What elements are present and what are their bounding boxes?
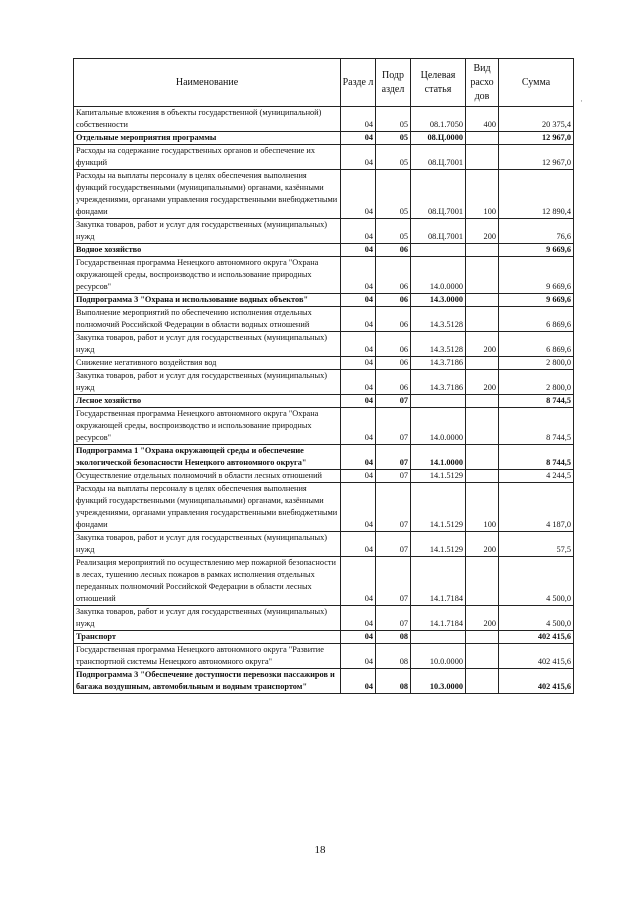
edge-mark: · xyxy=(580,96,583,106)
cell-target: 14.1.5129 xyxy=(411,470,466,483)
cell-target: 14.0.0000 xyxy=(411,408,466,445)
cell-vid: 200 xyxy=(466,332,499,357)
cell-sum: 402 415,6 xyxy=(499,631,574,644)
cell-target: 14.1.7184 xyxy=(411,557,466,606)
cell-vid: 200 xyxy=(466,370,499,395)
cell-name: Осуществление отдельных полномочий в области лесных отношений xyxy=(74,470,341,483)
cell-name: Государственная программа Ненецкого автономного округа "Развитие транспортной системы Ненецкого автономного округа" xyxy=(74,644,341,669)
cell-razdel: 04 xyxy=(341,470,376,483)
cell-vid: 200 xyxy=(466,606,499,631)
cell-sum: 20 375,4 xyxy=(499,107,574,132)
cell-name: Капитальные вложения в объекты государственной (муниципальной) собственности xyxy=(74,107,341,132)
cell-target: 10.0.0000 xyxy=(411,644,466,669)
table-row xyxy=(74,357,574,370)
cell-razdel: 04 xyxy=(341,557,376,606)
table-row xyxy=(74,445,574,470)
cell-razdel: 04 xyxy=(341,483,376,532)
cell-razdel: 04 xyxy=(341,408,376,445)
cell-razdel: 04 xyxy=(341,445,376,470)
cell-sum: 4 244,5 xyxy=(499,470,574,483)
cell-target: 14.1.5129 xyxy=(411,483,466,532)
cell-razdel: 04 xyxy=(341,145,376,170)
cell-target: 14.3.5128 xyxy=(411,307,466,332)
cell-name: Отдельные мероприятия программы xyxy=(74,132,341,145)
cell-name: Государственная программа Ненецкого автономного округа "Охрана окружающей среды, воспроизводство и использование природных ресурсов" xyxy=(74,257,341,294)
cell-razdel: 04 xyxy=(341,132,376,145)
cell-vid xyxy=(466,132,499,145)
cell-podrazdel: 05 xyxy=(376,132,411,145)
cell-vid xyxy=(466,470,499,483)
cell-name: Закупка товаров, работ и услуг для государственных (муниципальных) нужд xyxy=(74,532,341,557)
table-row xyxy=(74,132,574,145)
cell-name: Лесное хозяйство xyxy=(74,395,341,408)
cell-razdel: 04 xyxy=(341,170,376,219)
cell-target xyxy=(411,631,466,644)
cell-name: Государственная программа Ненецкого автономного округа "Охрана окружающей среды, воспроизводство и использование природных ресурсов" xyxy=(74,408,341,445)
cell-sum: 12 967,0 xyxy=(499,132,574,145)
table-row xyxy=(74,408,574,445)
cell-sum: 76,6 xyxy=(499,219,574,244)
table-row xyxy=(74,470,574,483)
cell-name: Расходы на содержание государственных органов и обеспечение их функций xyxy=(74,145,341,170)
table-row xyxy=(74,257,574,294)
cell-razdel: 04 xyxy=(341,219,376,244)
cell-target: 08.Ц.7001 xyxy=(411,145,466,170)
cell-sum: 9 669,6 xyxy=(499,257,574,294)
cell-podrazdel: 07 xyxy=(376,395,411,408)
table-row xyxy=(74,294,574,307)
cell-razdel: 04 xyxy=(341,669,376,694)
cell-name: Закупка товаров, работ и услуг для государственных (муниципальных) нужд xyxy=(74,219,341,244)
cell-vid xyxy=(466,557,499,606)
cell-razdel: 04 xyxy=(341,644,376,669)
cell-vid xyxy=(466,244,499,257)
cell-vid xyxy=(466,294,499,307)
cell-vid xyxy=(466,445,499,470)
cell-name: Подпрограмма 1 "Охрана окружающей среды и обеспечение экологической безопасности Ненецкого автономного округа" xyxy=(74,445,341,470)
cell-target: 08.Ц.7001 xyxy=(411,170,466,219)
cell-podrazdel: 07 xyxy=(376,445,411,470)
cell-podrazdel: 06 xyxy=(376,357,411,370)
cell-sum: 9 669,6 xyxy=(499,244,574,257)
budget-table xyxy=(73,58,574,694)
cell-sum: 6 869,6 xyxy=(499,332,574,357)
cell-podrazdel: 06 xyxy=(376,332,411,357)
table-row xyxy=(74,219,574,244)
cell-sum: 6 869,6 xyxy=(499,307,574,332)
cell-podrazdel: 06 xyxy=(376,294,411,307)
cell-target: 14.3.5128 xyxy=(411,332,466,357)
cell-vid: 400 xyxy=(466,107,499,132)
cell-podrazdel: 07 xyxy=(376,408,411,445)
cell-sum: 9 669,6 xyxy=(499,294,574,307)
cell-razdel: 04 xyxy=(341,357,376,370)
cell-sum: 12 890,4 xyxy=(499,170,574,219)
table-row xyxy=(74,631,574,644)
cell-name: Закупка товаров, работ и услуг для государственных (муниципальных) нужд xyxy=(74,332,341,357)
cell-podrazdel: 07 xyxy=(376,557,411,606)
cell-vid: 100 xyxy=(466,483,499,532)
cell-target: 14.3.0000 xyxy=(411,294,466,307)
header-name: Наименование xyxy=(74,59,341,107)
cell-name: Водное хозяйство xyxy=(74,244,341,257)
cell-name: Реализация мероприятий по осуществлению мер пожарной безопасности в лесах, тушению лесных пожаров в рамках исполнения отдельных переданных полномочий Российской Федерации в области лесных отношений xyxy=(74,557,341,606)
table-header-row xyxy=(74,59,574,107)
table-row xyxy=(74,107,574,132)
table-row xyxy=(74,170,574,219)
cell-razdel: 04 xyxy=(341,606,376,631)
cell-podrazdel: 07 xyxy=(376,606,411,631)
cell-target: 14.3.7186 xyxy=(411,370,466,395)
cell-target: 14.1.7184 xyxy=(411,606,466,631)
cell-target: 10.3.0000 xyxy=(411,669,466,694)
table-row xyxy=(74,483,574,532)
cell-vid xyxy=(466,357,499,370)
table-body xyxy=(74,107,574,694)
table-row xyxy=(74,557,574,606)
header-podrazdel: Подр аздел xyxy=(376,59,411,107)
cell-sum: 2 800,0 xyxy=(499,370,574,395)
cell-razdel: 04 xyxy=(341,395,376,408)
cell-target: 08.Ц.0000 xyxy=(411,132,466,145)
cell-podrazdel: 06 xyxy=(376,307,411,332)
cell-podrazdel: 06 xyxy=(376,244,411,257)
cell-target: 08.1.7050 xyxy=(411,107,466,132)
cell-razdel: 04 xyxy=(341,631,376,644)
cell-sum: 4 187,0 xyxy=(499,483,574,532)
cell-name: Закупка товаров, работ и услуг для государственных (муниципальных) нужд xyxy=(74,606,341,631)
page-number: 18 xyxy=(314,844,326,856)
table-row xyxy=(74,244,574,257)
cell-razdel: 04 xyxy=(341,532,376,557)
cell-vid xyxy=(466,395,499,408)
header-target: Целевая статья xyxy=(411,59,466,107)
cell-sum: 57,5 xyxy=(499,532,574,557)
table-row xyxy=(74,332,574,357)
table-row xyxy=(74,370,574,395)
table-row xyxy=(74,532,574,557)
cell-target xyxy=(411,395,466,408)
table-row xyxy=(74,606,574,631)
table-row xyxy=(74,395,574,408)
cell-target xyxy=(411,244,466,257)
cell-name: Закупка товаров, работ и услуг для государственных (муниципальных) нужд xyxy=(74,370,341,395)
cell-podrazdel: 07 xyxy=(376,483,411,532)
cell-name: Подпрограмма 3 "Обеспечение доступности перевозки пассажиров и багажа воздушным, автомобильным и водным транспортом" xyxy=(74,669,341,694)
cell-vid xyxy=(466,631,499,644)
cell-podrazdel: 07 xyxy=(376,532,411,557)
cell-podrazdel: 05 xyxy=(376,107,411,132)
cell-vid: 200 xyxy=(466,532,499,557)
cell-name: Транспорт xyxy=(74,631,341,644)
cell-sum: 4 500,0 xyxy=(499,606,574,631)
cell-sum: 8 744,5 xyxy=(499,408,574,445)
cell-razdel: 04 xyxy=(341,107,376,132)
cell-name: Расходы на выплаты персоналу в целях обеспечения выполнения функций государственными (муниципальными) органами, казёнными учреждениями, органами управления государственными внебюджетными фондами xyxy=(74,483,341,532)
cell-target: 08.Ц.7001 xyxy=(411,219,466,244)
cell-name: Выполнение мероприятий по обеспечению исполнения отдельных полномочий Российской Федерации в области водных отношений xyxy=(74,307,341,332)
cell-sum: 8 744,5 xyxy=(499,445,574,470)
cell-sum: 2 800,0 xyxy=(499,357,574,370)
cell-vid xyxy=(466,644,499,669)
cell-razdel: 04 xyxy=(341,307,376,332)
table-row xyxy=(74,669,574,694)
cell-sum: 402 415,6 xyxy=(499,644,574,669)
cell-razdel: 04 xyxy=(341,257,376,294)
cell-vid xyxy=(466,408,499,445)
cell-vid xyxy=(466,669,499,694)
cell-name: Подпрограмма 3 "Охрана и использование водных объектов" xyxy=(74,294,341,307)
cell-vid: 200 xyxy=(466,219,499,244)
cell-podrazdel: 05 xyxy=(376,170,411,219)
cell-sum: 4 500,0 xyxy=(499,557,574,606)
cell-target: 14.0.0000 xyxy=(411,257,466,294)
header-vid: Вид расхо дов xyxy=(466,59,499,107)
cell-podrazdel: 08 xyxy=(376,644,411,669)
cell-razdel: 04 xyxy=(341,294,376,307)
cell-podrazdel: 08 xyxy=(376,669,411,694)
cell-podrazdel: 08 xyxy=(376,631,411,644)
cell-name: Снижение негативного воздействия вод xyxy=(74,357,341,370)
cell-podrazdel: 07 xyxy=(376,470,411,483)
cell-razdel: 04 xyxy=(341,332,376,357)
cell-podrazdel: 05 xyxy=(376,145,411,170)
cell-vid xyxy=(466,307,499,332)
cell-podrazdel: 05 xyxy=(376,219,411,244)
header-sum: Сумма xyxy=(499,59,574,107)
header-razdel: Разде л xyxy=(341,59,376,107)
cell-vid: 100 xyxy=(466,170,499,219)
cell-sum: 12 967,0 xyxy=(499,145,574,170)
table-row xyxy=(74,307,574,332)
cell-razdel: 04 xyxy=(341,370,376,395)
cell-vid xyxy=(466,257,499,294)
cell-vid xyxy=(466,145,499,170)
table-row xyxy=(74,145,574,170)
cell-target: 14.1.0000 xyxy=(411,445,466,470)
cell-razdel: 04 xyxy=(341,244,376,257)
cell-sum: 402 415,6 xyxy=(499,669,574,694)
cell-podrazdel: 06 xyxy=(376,257,411,294)
cell-sum: 8 744,5 xyxy=(499,395,574,408)
cell-target: 14.3.7186 xyxy=(411,357,466,370)
cell-podrazdel: 06 xyxy=(376,370,411,395)
cell-name: Расходы на выплаты персоналу в целях обеспечения выполнения функций государственными (муниципальными) органами, казёнными учреждениями, органами управления государственными внебюджетными фондами xyxy=(74,170,341,219)
table-row xyxy=(74,644,574,669)
cell-target: 14.1.5129 xyxy=(411,532,466,557)
